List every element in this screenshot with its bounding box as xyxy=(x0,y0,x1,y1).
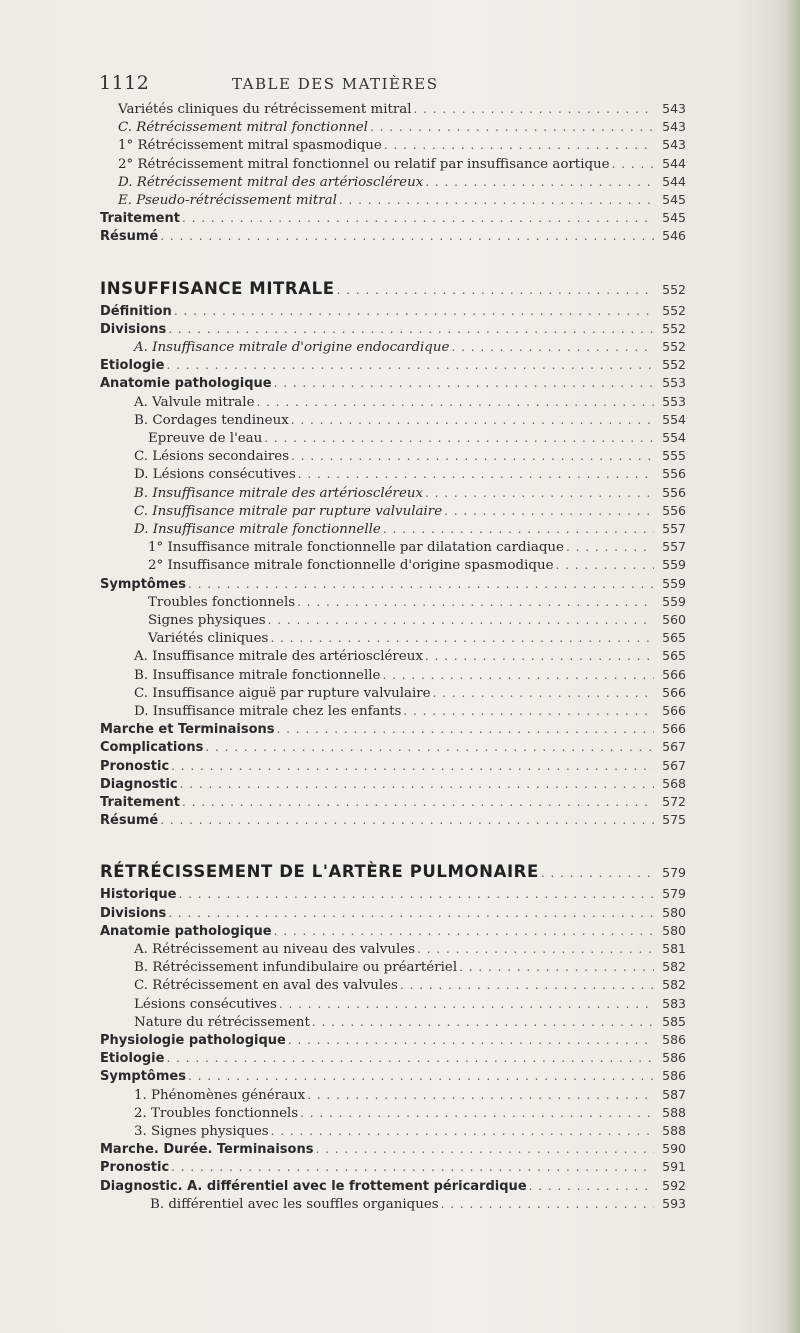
toc-entry-title: Marche et Terminaisons xyxy=(100,722,275,738)
dot-leader xyxy=(451,338,654,356)
toc-entry-page: 544 xyxy=(662,173,686,189)
toc-entry-page: 552 xyxy=(662,281,686,297)
toc-entry-page: 590 xyxy=(662,1141,686,1157)
toc-entry-page: 586 xyxy=(662,1032,686,1047)
toc-entry-page: 579 xyxy=(662,886,686,902)
dot-leader xyxy=(257,393,655,411)
toc-entry-title: Divisions xyxy=(100,905,167,921)
dot-leader xyxy=(444,502,654,520)
dot-leader xyxy=(268,611,654,629)
dot-leader xyxy=(441,1195,654,1213)
toc-entry xyxy=(100,1140,686,1158)
toc-entry-page: 552 xyxy=(662,302,686,318)
toc-entry xyxy=(100,738,686,756)
toc-entry xyxy=(118,191,686,209)
toc-entry-title: Traitement xyxy=(100,795,180,810)
toc-section-heading xyxy=(100,863,686,885)
toc-entry-title: Variétés cliniques du rétrécissement mitral xyxy=(118,102,412,117)
dot-leader xyxy=(403,702,654,720)
toc-entry-title: Symptômes xyxy=(100,576,186,592)
dot-leader xyxy=(612,155,654,173)
toc-entry-title: Marche. Durée. Terminaisons xyxy=(100,1142,314,1158)
toc-entry-title: C. Rétrécissement en aval des valvules xyxy=(134,978,398,994)
toc-entry-page: 572 xyxy=(662,794,686,809)
dot-leader xyxy=(166,1049,654,1067)
toc-entry xyxy=(148,629,686,647)
toc-entry-title: C. Rétrécissement mitral fonctionnel xyxy=(118,120,368,136)
toc-entry-title: D. Rétrécissement mitral des artérioscléreux xyxy=(118,174,424,190)
toc-entry-title: A. Valvule mitrale xyxy=(134,394,255,410)
dot-leader xyxy=(459,958,654,976)
toc-entry-title: C. Insuffisance mitrale par rupture valvulaire xyxy=(134,503,443,519)
toc-entry-title: Résumé xyxy=(100,229,159,245)
toc-entry-page: 566 xyxy=(662,666,686,682)
toc-entry-title: A. Insuffisance mitrale d'origine endocardique xyxy=(134,340,450,355)
toc-entry-page: 586 xyxy=(662,1050,686,1066)
toc-entry-title: B. Cordages tendineux xyxy=(134,412,289,428)
toc-entry-page: 546 xyxy=(662,228,686,244)
toc-entry-title: Etiologie xyxy=(100,1051,165,1067)
running-title: TABLE DES MATIÈRES xyxy=(232,75,439,93)
toc-entry-title: Résumé xyxy=(100,813,159,829)
toc-entry-page: 545 xyxy=(662,210,686,226)
toc-entry-title: 2° Rétrécissement mitral fonctionnel ou relatif par insuffisance aortique xyxy=(118,156,610,172)
toc-entry-title: Diagnostic xyxy=(100,776,178,792)
toc-entry-title: Définition xyxy=(100,303,172,319)
dot-leader xyxy=(182,793,654,811)
toc-entry xyxy=(134,995,686,1013)
toc-entry xyxy=(134,1104,686,1122)
toc-entry xyxy=(150,1195,686,1213)
toc-entry-page: 556 xyxy=(662,502,686,518)
dot-leader xyxy=(279,995,654,1013)
dot-leader xyxy=(274,374,654,392)
toc-entry-title: A. Insuffisance mitrale des artérioscléreux xyxy=(134,649,423,665)
toc-entry xyxy=(118,118,686,136)
toc-entry-page: 552 xyxy=(662,339,686,354)
toc-entry-page: 552 xyxy=(662,357,686,373)
toc-entry-page: 552 xyxy=(662,320,686,336)
toc-entry xyxy=(148,611,686,629)
toc-entry-title: Lésions consécutives xyxy=(134,996,277,1012)
toc-entry xyxy=(148,429,686,447)
toc-entry xyxy=(100,811,686,829)
dot-leader xyxy=(541,864,654,882)
dot-leader xyxy=(171,1158,654,1176)
toc-entry-title: Complications xyxy=(100,740,204,756)
dot-leader xyxy=(383,520,654,538)
toc-entry xyxy=(134,684,686,702)
toc-entry-page: 566 xyxy=(662,684,686,700)
toc-entry xyxy=(134,666,686,684)
dot-leader xyxy=(288,1031,654,1049)
dot-leader xyxy=(178,885,654,903)
toc-entry-page: 553 xyxy=(662,375,686,391)
toc-entry-page: 592 xyxy=(662,1177,686,1193)
toc-entry-title: Anatomie pathologique xyxy=(100,376,272,392)
toc-entry-page: 567 xyxy=(662,757,686,773)
toc-entry-title: Nature du rétrécissement xyxy=(134,1014,310,1030)
toc-entry-title: D. Insuffisance mitrale chez les enfants xyxy=(134,704,402,719)
toc-entry xyxy=(100,885,686,903)
toc-entry-title: C. Insuffisance aiguë par rupture valvulaire xyxy=(134,685,431,701)
dot-leader xyxy=(160,811,654,829)
toc-entry-title: A. Rétrécissement au niveau des valvules xyxy=(134,942,416,957)
toc-entry-title: Diagnostic. A. différentiel avec le frottement péricardique xyxy=(100,1178,527,1194)
toc-entry-title: 1° Insuffisance mitrale fonctionnelle par dilatation cardiaque xyxy=(148,540,564,556)
toc-entry xyxy=(100,575,686,593)
toc-entry-title: E. Pseudo-rétrécissement mitral xyxy=(118,193,337,208)
toc-entry-page: 545 xyxy=(662,192,686,207)
toc-entry-page: 583 xyxy=(662,995,686,1011)
toc-entry-title: D. Lésions consécutives xyxy=(134,467,296,483)
toc-entry xyxy=(100,793,686,811)
toc-entry-page: 559 xyxy=(662,557,686,573)
toc-entry-page: 543 xyxy=(662,119,686,135)
toc-entry-page: 559 xyxy=(662,575,686,591)
toc-entry xyxy=(148,538,686,556)
toc-entry-page: 581 xyxy=(662,941,686,956)
toc-entry-page: 582 xyxy=(662,977,686,993)
toc-entry-page: 543 xyxy=(662,101,686,116)
dot-leader xyxy=(425,647,654,665)
toc-entry xyxy=(134,976,686,994)
dot-leader xyxy=(182,209,654,227)
dot-leader xyxy=(297,593,654,611)
toc-entry-page: 588 xyxy=(662,1104,686,1120)
toc-entry-page: 587 xyxy=(662,1086,686,1102)
dot-leader xyxy=(160,227,654,245)
toc-entry xyxy=(100,356,686,374)
toc-entry xyxy=(100,227,686,245)
toc-entry xyxy=(134,502,686,520)
toc-section-heading xyxy=(100,280,686,302)
toc-entry-page: 588 xyxy=(662,1123,686,1138)
toc-entry xyxy=(100,1067,686,1085)
toc-entry-title: Epreuve de l'eau xyxy=(148,431,263,446)
toc-entry-page: 556 xyxy=(662,484,686,500)
dot-leader xyxy=(174,302,654,320)
toc-entry-page: 568 xyxy=(662,775,686,791)
dot-leader xyxy=(291,447,654,465)
dot-leader xyxy=(291,411,654,429)
toc-entry-title: 2. Troubles fonctionnels xyxy=(134,1105,299,1121)
toc-entry xyxy=(134,338,686,356)
toc-entry-title: 3. Signes physiques xyxy=(134,1124,269,1139)
dot-leader xyxy=(414,100,654,118)
toc-entry xyxy=(100,1031,686,1049)
toc-entry-page: 554 xyxy=(662,430,686,445)
dot-leader xyxy=(433,684,654,702)
toc-entry xyxy=(134,484,686,502)
toc-entry-title: B. différentiel avec les souffles organiques xyxy=(150,1196,439,1212)
toc-entry-page: 579 xyxy=(662,865,686,881)
toc-entry xyxy=(134,411,686,429)
dot-leader xyxy=(312,1013,654,1031)
dot-leader xyxy=(315,1140,654,1158)
toc-entry xyxy=(100,1158,686,1176)
toc-entry xyxy=(100,302,686,320)
toc-entry-page: 544 xyxy=(662,155,686,171)
toc-entry-title: RÉTRÉCISSEMENT DE L'ARTÈRE PULMONAIRE xyxy=(100,862,539,882)
toc-entry xyxy=(100,209,686,227)
toc-entry xyxy=(100,775,686,793)
dot-leader xyxy=(270,629,654,647)
toc-entry-page: 543 xyxy=(662,137,686,153)
toc-entry xyxy=(148,593,686,611)
dot-leader xyxy=(271,1122,654,1140)
dot-leader xyxy=(171,757,654,775)
dot-leader xyxy=(168,904,654,922)
toc-entry xyxy=(100,720,686,738)
toc-entry xyxy=(134,958,686,976)
toc-entry xyxy=(134,465,686,483)
dot-leader xyxy=(384,136,654,154)
toc-entry xyxy=(134,1086,686,1104)
toc-entry-title: Divisions xyxy=(100,321,167,337)
page-number: 1112 xyxy=(99,72,150,94)
dot-leader xyxy=(188,1067,654,1085)
dot-leader xyxy=(277,720,655,738)
toc-entry-page: 566 xyxy=(662,721,686,737)
toc-entry-title: Physiologie pathologique xyxy=(100,1033,286,1048)
dot-leader xyxy=(205,738,654,756)
toc-entry-title: B. Insuffisance mitrale fonctionnelle xyxy=(134,667,381,683)
toc-entry xyxy=(134,520,686,538)
toc-entry-title: 1° Rétrécissement mitral spasmodique xyxy=(118,138,382,154)
toc-entry-title: B. Insuffisance mitrale des artérioscléreux xyxy=(134,485,424,501)
toc-entry-page: 585 xyxy=(662,1013,686,1029)
toc-entry-title: Variétés cliniques xyxy=(148,631,269,647)
toc-entry-page: 566 xyxy=(662,703,686,718)
dot-leader xyxy=(556,556,654,574)
toc-entry xyxy=(100,922,686,940)
toc-entry-title: D. Insuffisance mitrale fonctionnelle xyxy=(134,522,381,537)
toc-entry xyxy=(134,393,686,411)
toc-entry-page: 559 xyxy=(662,593,686,609)
toc-entry-page: 557 xyxy=(662,539,686,555)
dot-leader xyxy=(425,173,654,191)
toc-entry-title: Signes physiques xyxy=(148,613,266,628)
toc-entry-title: Historique xyxy=(100,887,177,903)
toc-entry-page: 557 xyxy=(662,521,686,536)
dot-leader xyxy=(529,1177,654,1195)
toc-entry xyxy=(134,1122,686,1140)
toc-entry xyxy=(100,757,686,775)
toc-entry xyxy=(100,1049,686,1067)
dot-leader xyxy=(425,484,654,502)
toc-entry-page: 553 xyxy=(662,393,686,409)
toc-entry xyxy=(100,374,686,392)
toc-entry-title: 1. Phénomènes généraux xyxy=(134,1087,306,1103)
toc-entry-title: Anatomie pathologique xyxy=(100,923,272,939)
toc-entry-page: 560 xyxy=(662,612,686,627)
toc-entry xyxy=(118,173,686,191)
dot-leader xyxy=(370,118,654,136)
toc-entry-page: 591 xyxy=(662,1159,686,1175)
toc-entry xyxy=(118,136,686,154)
toc-entry-page: 582 xyxy=(662,959,686,975)
dot-leader xyxy=(400,976,654,994)
dot-leader xyxy=(337,281,654,299)
dot-leader xyxy=(180,775,654,793)
toc-entry-title: Symptômes xyxy=(100,1069,186,1085)
toc-entry xyxy=(134,940,686,958)
toc-entry-title: Pronostic xyxy=(100,1160,170,1176)
toc-entry-page: 580 xyxy=(662,922,686,938)
toc-entry xyxy=(118,100,686,118)
toc-entry xyxy=(148,556,686,574)
toc-entry xyxy=(100,904,686,922)
toc-entry-page: 554 xyxy=(662,411,686,427)
toc-entry xyxy=(134,702,686,720)
toc-entry-title: B. Rétrécissement infundibulaire ou préartériel xyxy=(134,960,458,976)
dot-leader xyxy=(382,666,654,684)
dot-leader xyxy=(298,465,654,483)
toc-entry-title: 2° Insuffisance mitrale fonctionnelle d'origine spasmodique xyxy=(148,558,554,574)
dot-leader xyxy=(166,356,654,374)
toc-entry-title: Etiologie xyxy=(100,358,165,374)
dot-leader xyxy=(274,922,654,940)
toc-entry-page: 575 xyxy=(662,812,686,828)
dot-leader xyxy=(417,940,654,958)
toc-entry-title: Pronostic xyxy=(100,758,170,774)
toc-entry-page: 567 xyxy=(662,739,686,755)
toc-entry-page: 586 xyxy=(662,1068,686,1084)
dot-leader xyxy=(307,1086,654,1104)
toc-entry-page: 555 xyxy=(662,448,686,464)
toc-entry-page: 565 xyxy=(662,630,686,646)
dot-leader xyxy=(339,191,654,209)
toc-entry-title: Traitement xyxy=(100,211,180,227)
dot-leader xyxy=(168,320,654,338)
toc-entry-page: 580 xyxy=(662,904,686,920)
dot-leader xyxy=(300,1104,654,1122)
toc-entry-title: Troubles fonctionnels xyxy=(148,594,296,610)
toc-entry xyxy=(134,447,686,465)
toc-entry-page: 565 xyxy=(662,648,686,664)
dot-leader xyxy=(566,538,654,556)
toc-entry xyxy=(100,1177,686,1195)
toc-entry xyxy=(134,647,686,665)
dot-leader xyxy=(188,575,654,593)
dot-leader xyxy=(264,429,654,447)
toc-entry xyxy=(134,1013,686,1031)
toc-entry xyxy=(118,155,686,173)
toc-entry-title: INSUFFISANCE MITRALE xyxy=(100,278,335,298)
toc-entry-title: C. Lésions secondaires xyxy=(134,449,290,465)
toc-entry-page: 593 xyxy=(662,1195,686,1211)
toc-entry-page: 556 xyxy=(662,466,686,482)
toc-entry xyxy=(100,320,686,338)
